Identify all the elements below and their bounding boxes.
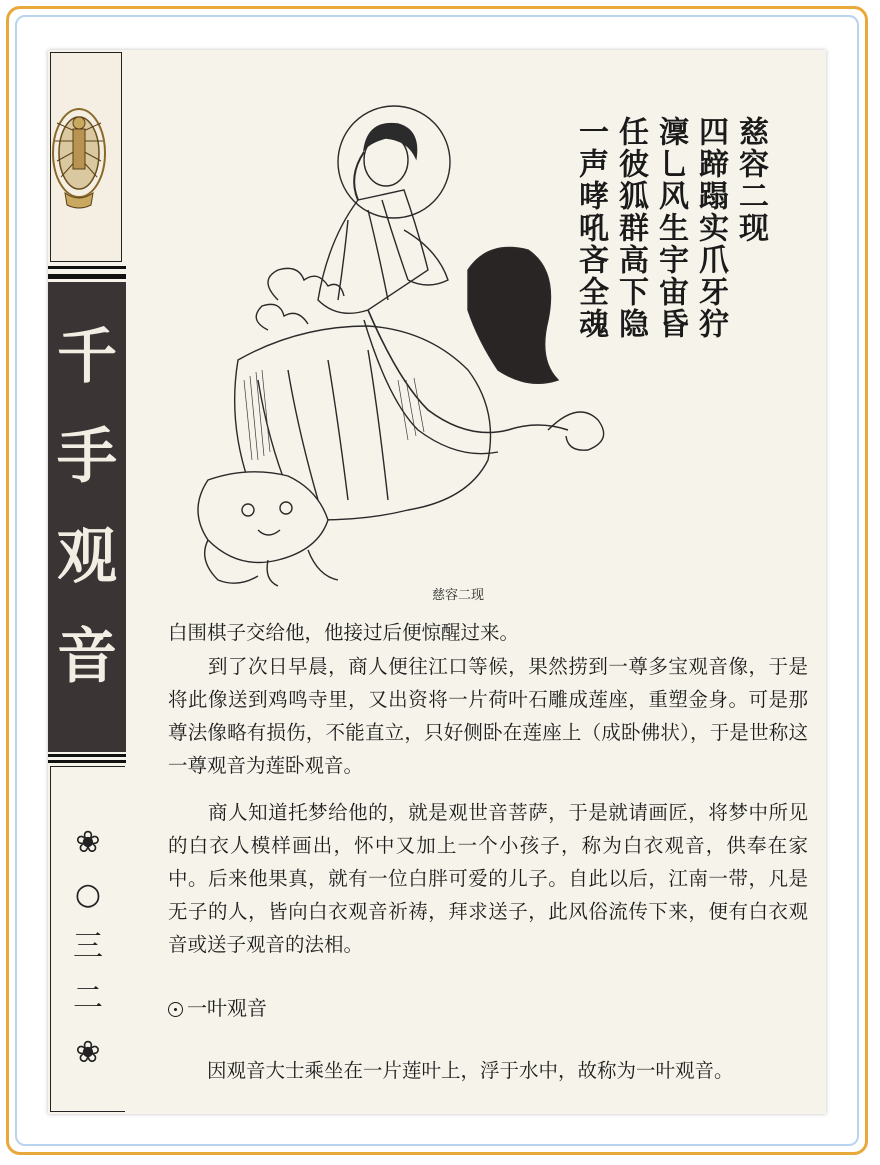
side-title-char: 手 [57,422,117,492]
flower-icon: ❀ [75,1035,101,1070]
body-paragraph: 商人知道托梦给他的，就是观世音菩萨，于是就请画匠，将梦中所见的白衣人模样画出，怀中又加上一个小孩子，称为白衣观音，供奉在家中。后来他果真，就有一位白胖可爱的儿子。自此以后，江南一带，凡是无子的人，皆向白衣观音祈祷，拜求送子，此风俗流传下来，便有白衣观音或送子观音的法相。 [168,801,808,956]
illustration-caption: 慈容二现 [431,588,484,603]
section-heading [168,992,267,1021]
side-title-block [48,282,126,752]
poem-column: 一声哮吼吝全魂 [573,116,608,340]
side-band [48,50,128,1114]
book-page [48,50,826,1114]
poem-column: 四蹄蹋实爪牙狞 [693,116,728,340]
section-heading-text: 一叶观音 [187,996,267,1020]
body-paragraph: 到了次日早晨，商人便往江口等候，果然捞到一尊多宝观音像，于是将此像送到鸡鸣寺里，又出资将一片荷叶石雕成莲座，重塑金身。可是那尊法像略有损伤，不能直立，只好侧卧在莲座上（成卧佛状），于是世称这一尊观音为莲卧观音。 [168,655,808,777]
side-title-char: 千 [57,322,117,392]
band-rule [48,266,126,269]
page-number-block [50,766,125,1112]
page-number-char: ○ [74,877,102,912]
section-paragraph: 因观音大士乘坐在一片莲叶上，浮于水中，故称为一叶观音。 [168,1059,734,1082]
poem-column: 任彼狐群高下隐 [613,116,648,340]
band-rule [48,274,126,279]
band-rule [48,754,126,757]
page-number-char: 二 [73,981,103,1016]
page-number-char: 三 [73,929,103,964]
section-marker-icon [168,1002,183,1017]
body-paragraph: 白围棋子交给他，他接过后便惊醒过来。 [168,621,520,644]
guanyin-on-lion-illustration [168,80,638,590]
band-rule [48,760,126,763]
thousand-arm-guanyin-emblem [50,52,122,262]
flower-icon: ❀ [75,825,101,860]
side-title-char: 观 [57,522,117,592]
poem-column: 慈容二现 [733,116,768,244]
poem-column: 澟乚风生宇宙昏 [653,116,688,340]
side-title-char: 音 [57,622,117,692]
guanyin-emblem-icon [51,53,121,261]
